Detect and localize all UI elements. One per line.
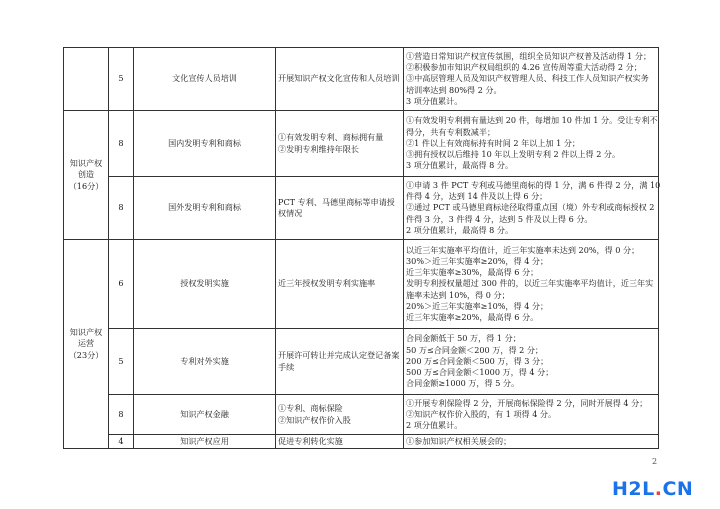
- criteria-cell: [404, 240, 659, 329]
- content-cell: ①专利、商标保险 ②知识产权作价入股: [276, 395, 404, 435]
- criteria-line: 500 万≤合同金额＜1000 万，得 4 分；: [406, 367, 554, 378]
- score-cell: 8: [109, 177, 134, 240]
- criteria-line: 件得 4 分，达到 14 件及以上得 6 分；: [406, 191, 548, 202]
- score-cell: 8: [109, 395, 134, 435]
- criteria-line: 施率未达到 10%，得 0 分；: [406, 289, 510, 300]
- watermark-dot: .: [654, 478, 663, 500]
- category-cell-blank: [64, 48, 109, 111]
- criteria-line: ②积极参加市知识产权局组织的 4.26 宣传周等重大活动得 2 分；: [406, 62, 642, 73]
- criteria-line: 近三年实施率≥20%，最高得 6 分。: [406, 312, 539, 322]
- criteria-cell: [404, 48, 659, 111]
- criteria-line: 得分，共有专利数减半；: [406, 126, 496, 137]
- criteria-line: 近三年实施率≥30%，最高得 6 分；: [406, 267, 539, 278]
- item-cell: 文化宣传人员培训: [134, 48, 276, 111]
- category-name: 知识产权创造: [69, 158, 103, 180]
- table-row: [64, 395, 659, 435]
- table-row: [64, 48, 659, 111]
- item-cell: 国内发明专利和商标: [134, 111, 276, 177]
- criteria-line: 3 项分值累计，最高得 8 分。: [406, 160, 514, 171]
- score-cell: 5: [109, 329, 134, 395]
- criteria-line: 2 项分值累计，最高得 8 分。: [406, 224, 514, 235]
- criteria-line: ①营造日常知识产权宣传氛围，组织全员知识产权普及活动得 1 分；: [406, 50, 652, 61]
- criteria-line: 50 万≤合同金额＜200 万，得 2 分；: [406, 344, 544, 355]
- criteria-line: ②通过 PCT 或马德里商标途径取得重点国（境）外专利或商标授权 2: [406, 202, 655, 213]
- item-cell: 国外发明专利和商标: [134, 177, 276, 240]
- criteria-line: ①有效发明专利拥有量达到 20 件，每增加 10 件加 1 分。受让专利不: [406, 115, 658, 126]
- criteria-cell: [404, 177, 659, 240]
- score-cell: 8: [109, 111, 134, 177]
- criteria-cell: [404, 435, 659, 449]
- table-row: [64, 329, 659, 395]
- criteria-cell: [404, 395, 659, 435]
- content-cell: 促进专利转化实施: [276, 435, 404, 449]
- watermark-tld: CN: [662, 478, 694, 500]
- criteria-line: ①参加知识产权相关展会的；: [406, 435, 512, 446]
- criteria-line: 件得 3 分，3 件得 4 分，达到 5 件及以上得 6 分。: [406, 213, 593, 224]
- criteria-line: 200 万≤合同金额＜500 万，得 3 分；: [406, 355, 549, 366]
- item-cell: 专利对外实施: [134, 329, 276, 395]
- watermark-main: H2L: [612, 478, 655, 500]
- category-name: 知识产权运营: [69, 327, 103, 349]
- criteria-cell: [404, 329, 659, 395]
- category-points: （16分）: [68, 180, 104, 191]
- criteria-line: ③中高层管理人员及知识产权管理人员、科技工作人员知识产权实务: [406, 73, 649, 84]
- scoring-table: [63, 47, 659, 449]
- table-row: [64, 435, 659, 449]
- score-cell: 4: [109, 435, 134, 449]
- item-cell: 知识产权金融: [134, 395, 276, 435]
- criteria-line: 30%＞近三年实施率≥20%，得 4 分；: [406, 255, 549, 266]
- criteria-line: ②知识产权作价入股的，有 1 项得 4 分。: [406, 408, 557, 419]
- content-cell: 开展知识产权文化宣传和人员培训: [276, 48, 404, 111]
- criteria-line: 20%＞近三年实施率≥10%，得 4 分；: [406, 300, 549, 311]
- content-cell: PCT 专利、马德里商标等申请授权情况: [276, 177, 404, 240]
- table-row: [64, 111, 659, 177]
- page-number: 2: [652, 457, 658, 466]
- criteria-line: 合同金额低于 50 万，得 1 分；: [406, 333, 521, 344]
- criteria-line: 培训率达到 80%得 2 分。: [406, 84, 502, 95]
- table-row: [64, 240, 659, 329]
- criteria-line: ①开展专利保险得 2 分，开展商标保险得 2 分，同时开展得 4 分；: [406, 397, 648, 408]
- category-cell-creation: [64, 111, 109, 240]
- criteria-line: ③拥有授权以后维持 10 年以上发明专利 2 件以上得 2 分。: [406, 149, 621, 160]
- score-cell: 5: [109, 48, 134, 111]
- criteria-line: ②1 件以上有效商标持有时间 2 年以上加 1 分；: [406, 137, 581, 148]
- item-cell: 知识产权应用: [134, 435, 276, 449]
- criteria-line: 发明专利授权量超过 300 件的，以近三年实施率平均值计，近三年实: [406, 278, 654, 289]
- table-row: [64, 177, 659, 240]
- category-cell-operation: [64, 240, 109, 449]
- criteria-cell: [404, 111, 659, 177]
- content-cell: ①有效发明专利、商标拥有量 ②发明专利维持年限长: [276, 111, 404, 177]
- criteria-line: 3 项分值累计。: [406, 95, 463, 106]
- score-cell: 6: [109, 240, 134, 329]
- criteria-line: ①申请 3 件 PCT 专利或马德里商标的得 1 分，满 6 件得 2 分，满 10: [406, 179, 661, 190]
- item-cell: 授权发明实施: [134, 240, 276, 329]
- content-cell: 开展许可转让并完成认定登记备案手续: [276, 329, 404, 395]
- criteria-line: 合同金额≥1000 万，得 5 分。: [406, 378, 520, 389]
- watermark-logo: [612, 478, 693, 500]
- criteria-line: 2 项分值累计。: [406, 420, 463, 431]
- category-points: （23分）: [68, 349, 104, 360]
- criteria-line: 以近三年实施率平均值计，近三年实施率未达到 20%，得 0 分；: [406, 244, 640, 255]
- content-cell: 近三年授权发明专利实施率: [276, 240, 404, 329]
